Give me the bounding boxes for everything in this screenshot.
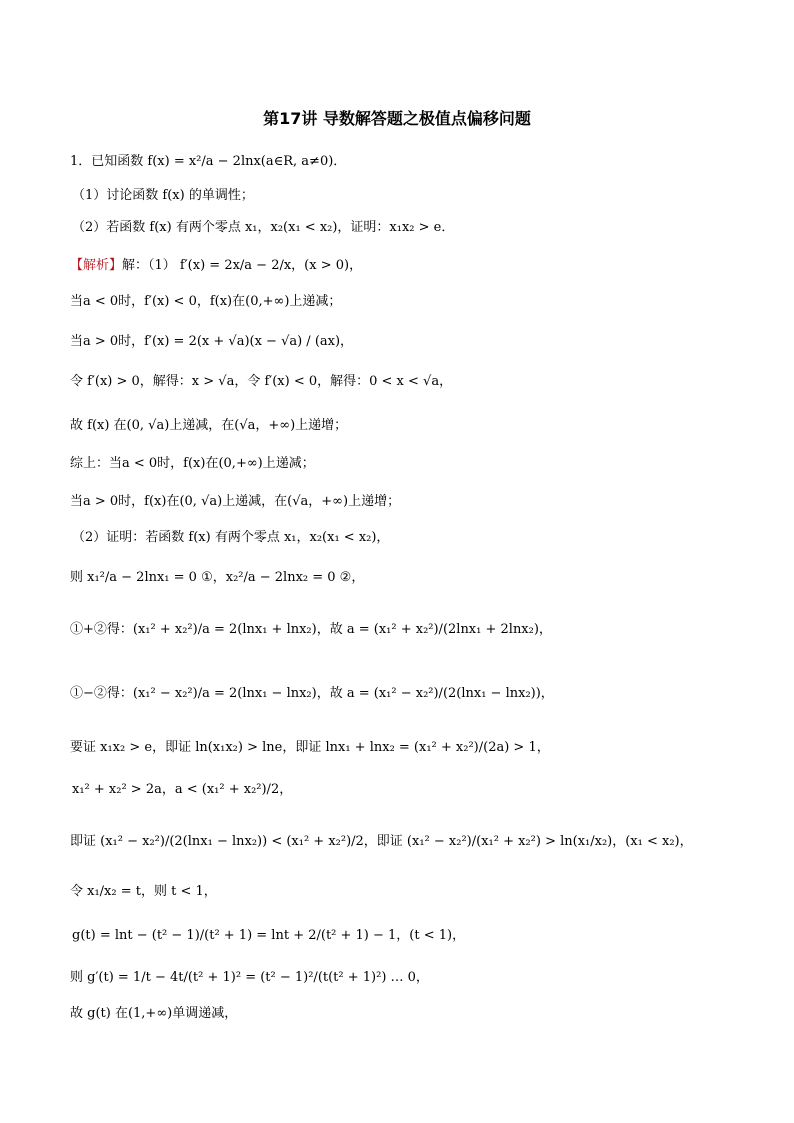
solution-step-15: 令 x₁/x₂ = t，则 t < 1， [70,884,217,899]
solution-step-1: 解：（1） f′(x) = 2x/a − 2/x，(x > 0)， [122,258,363,273]
solution-line-1 [70,258,362,274]
solution-step-2: 当a < 0时，f′(x) < 0，f(x)在(0,+∞)上递减； [70,294,342,309]
problem-line-1: 1．已知函数 f(x) = x²/a − 2lnx(a∈R, a≠0)． [70,154,347,169]
solution-step-7: 当a > 0时，f(x)在(0, √a)上递减，在(√a，+∞)上递增； [70,494,401,509]
solution-tag: 【解析】 [70,258,123,273]
solution-step-11: ①−②得：(x₁² − x₂²)/a = 2(lnx₁ − lnx₂)，故 a = (x₁² − x₂²)/(2(lnx₁ − lnx₂))， [70,686,554,701]
solution-step-13: x₁² + x₂² > 2a，a < (x₁² + x₂²)/2， [72,782,293,797]
solution-step-14: 即证 (x₁² − x₂²)/(2(lnx₁ − lnx₂)) < (x₁² + x₂²)/2，即证 (x₁² − x₂²)/(x₁² + x₂²) > ln(x₁/x₂)，(x₁ < x₂)， [70,834,693,849]
solution-step-5: 故 f(x) 在(0, √a)上递减，在(√a，+∞)上递增； [70,418,348,433]
solution-step-6: 综上：当a < 0时，f(x)在(0,+∞)上递减； [70,456,315,471]
solution-step-9: 则 x₁²/a − 2lnx₁ = 0 ①，x₂²/a − 2lnx₂ = 0 ②， [70,570,365,585]
solution-step-3: 当a > 0时，f′(x) = 2(x + √a)(x − √a) / (ax)， [70,334,354,349]
problem-part-2: （2）若函数 f(x) 有两个零点 x₁，x₂(x₁ < x₂)，证明：x₁x₂ > e． [72,220,455,235]
solution-step-10: ①+②得：(x₁² + x₂²)/a = 2(lnx₁ + lnx₂)，故 a = (x₁² + x₂²)/(2lnx₁ + 2lnx₂)， [70,622,552,637]
solution-step-8: （2）证明：若函数 f(x) 有两个零点 x₁，x₂(x₁ < x₂)， [72,530,390,545]
solution-step-4: 令 f′(x) > 0，解得：x > √a，令 f′(x) < 0，解得：0 < x < √a， [70,374,453,389]
solution-step-18: 故 g(t) 在(1,+∞)单调递减， [70,1006,238,1021]
problem-part-1: （1）讨论函数 f(x) 的单调性； [72,188,254,203]
solution-step-12: 要证 x₁x₂ > e，即证 ln(x₁x₂) > lne，即证 lnx₁ + lnx₂ = (x₁² + x₂²)/(2a) > 1， [70,740,550,755]
page-title: 第17讲 导数解答题之极值点偏移问题 [263,109,531,128]
solution-step-16: g(t) = lnt − (t² − 1)/(t² + 1) = lnt + 2/(t² + 1) − 1，(t < 1)， [72,928,466,943]
solution-step-17: 则 g′(t) = 1/t − 4t/(t² + 1)² = (t² − 1)²/(t(t² + 1)²) … 0， [70,970,429,985]
